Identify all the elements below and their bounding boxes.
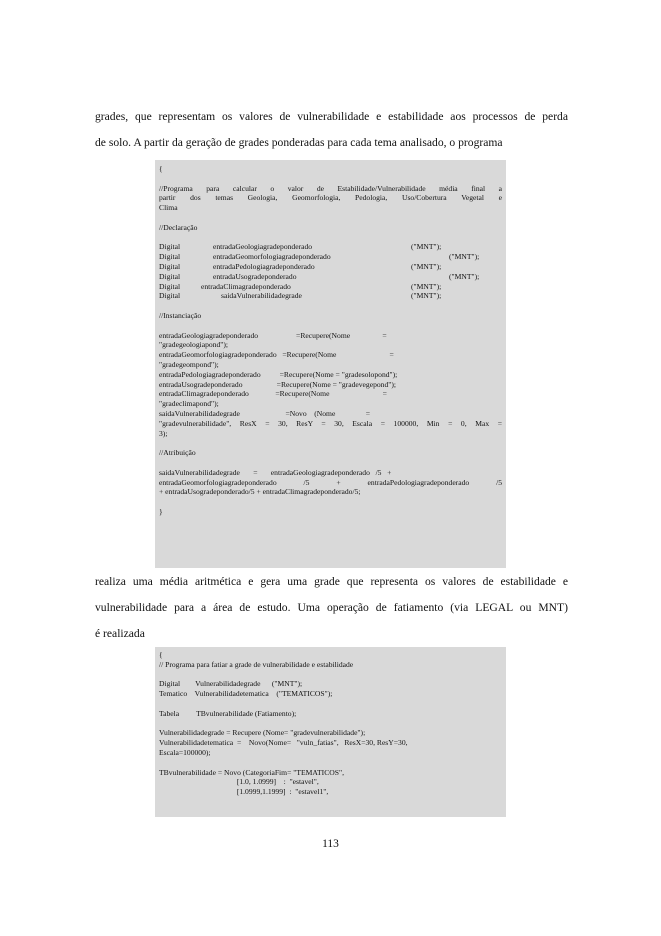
code-line: entradaGeomorfologiagradeponderado =Recupere(Nome =: [159, 350, 394, 360]
code-line: [159, 670, 502, 680]
code-line: // Programa para fatiar a grade de vulnerabilidade e estabilidade: [159, 659, 354, 669]
code-line: //Atribuição: [159, 448, 196, 458]
code-line: [1.0999,1.1999] : "estavel1",: [159, 787, 329, 797]
code-line: Escala=100000);: [159, 747, 211, 757]
code-line: "gradevulnerabilidade", ResX = 30, ResY = 30, Escala = 100000, Min = 0, Max =: [159, 418, 502, 428]
code-line: //Declaração: [159, 222, 198, 232]
text-line: vulnerabilidade para a área de estudo. Uma operação de fatiamento (via LEGAL ou MNT): [95, 601, 568, 614]
decl-type: Digital: [159, 261, 181, 271]
decl-name: entradaUsogradeponderado: [213, 271, 297, 281]
code-line: Digital Vulnerabilidadegrade ("MNT");: [159, 679, 303, 689]
code-line: saidaVulnerabilidadegrade =Novo (Nome =: [159, 408, 370, 418]
code-line: entradaGeomorfologiagradeponderado /5 + entradaPedologiagradeponderado /5: [159, 477, 502, 487]
code-line: entradaGeologiagradeponderado =Recupere(Nome =: [159, 330, 387, 340]
code-line: [1.0, 1.0999] : "estavel",: [159, 777, 319, 787]
code-line: {: [159, 164, 163, 173]
decl-model: ("MNT");: [411, 242, 442, 252]
text-line: é realizada: [95, 627, 145, 640]
decl-name: entradaClimagradeponderado: [201, 281, 291, 291]
text-line: de solo. A partir da geração de grades ponderadas para cada tema analisado, o programa: [95, 136, 503, 149]
paragraph-top: [95, 104, 568, 156]
code-line: "gradegeologiapond");: [159, 340, 229, 350]
code-line: 3);: [159, 428, 168, 438]
code-line: Tematico Vulnerabilidadetematica ("TEMATICOS");: [159, 689, 333, 699]
decl-type: Digital: [159, 252, 181, 262]
decl-type: Digital: [159, 281, 181, 291]
code-line: partir dos temas Geologia, Geomorfologia, Pedologia, Uso/Cobertura Vegetal e: [159, 193, 502, 203]
decl-model: ("MNT");: [411, 291, 442, 301]
code-line: entradaClimagradeponderado =Recupere(Nome =: [159, 389, 387, 399]
decl-model: ("MNT");: [449, 271, 480, 281]
decl-name: saidaVulnerabilidadegrade: [221, 291, 302, 301]
code-line: TBvulnerabilidade = Novo (CategoriaFim= "TEMATICOS",: [159, 767, 344, 777]
code-line: Vulnerabilidadetematica = Novo(Nome= "vuln_fatias", ResX=30, ResY=30,: [159, 738, 408, 748]
code-line: {: [159, 650, 163, 659]
code-line: [159, 758, 502, 768]
code-line: + entradaUsogradeponderado/5 + entradaClimagradeponderado/5;: [159, 487, 361, 497]
code-line: [159, 719, 502, 729]
decl-type: Digital: [159, 271, 181, 281]
code-line: Vulnerabilidadegrade = Recupere (Nome= "gradevulnerabilidade");: [159, 728, 366, 738]
code-line: //Programa para calcular o valor de Estabilidade/Vulnerabilidade média final a: [159, 183, 502, 193]
code-line: "gradegeompond");: [159, 359, 219, 369]
code-line: Clima: [159, 203, 178, 213]
decl-name: entradaGeologiagradeponderado: [213, 242, 313, 252]
decl-name: entradaPedologiagradeponderado: [213, 261, 315, 271]
code-line: saidaVulnerabilidadegrade = entradaGeologiagradeponderado /5 +: [159, 467, 392, 477]
decl-type: Digital: [159, 242, 181, 252]
code-line: //Instanciação: [159, 310, 202, 320]
code-line: entradaPedologiagradeponderado =Recupere(Nome = "gradesolopond");: [159, 369, 398, 379]
code-line: [159, 699, 502, 709]
decl-model: ("MNT");: [449, 252, 480, 262]
code-line: entradaUsogradeponderado =Recupere(Nome = "gradevegepond");: [159, 379, 397, 389]
decl-type: Digital: [159, 291, 181, 301]
code-block-1: [155, 160, 506, 568]
code-line: }: [159, 506, 163, 516]
decl-name: entradaGeomorfologiagradeponderado: [213, 252, 331, 262]
code-block-2: [155, 647, 506, 817]
text-line: grades, que representam os valores de vulnerabilidade e estabilidade aos processos de perda: [95, 110, 568, 123]
paragraph-middle: [95, 569, 568, 647]
code-line: "gradeclimapond");: [159, 399, 219, 409]
decl-model: ("MNT");: [411, 261, 442, 271]
text-line: realiza uma média aritmética e gera uma grade que representa os valores de estabilidade e: [95, 575, 568, 588]
page-number: 113: [322, 838, 339, 850]
decl-model: ("MNT");: [411, 281, 442, 291]
code-line: Tabela TBvulnerabilidade (Fatiamento);: [159, 708, 297, 718]
